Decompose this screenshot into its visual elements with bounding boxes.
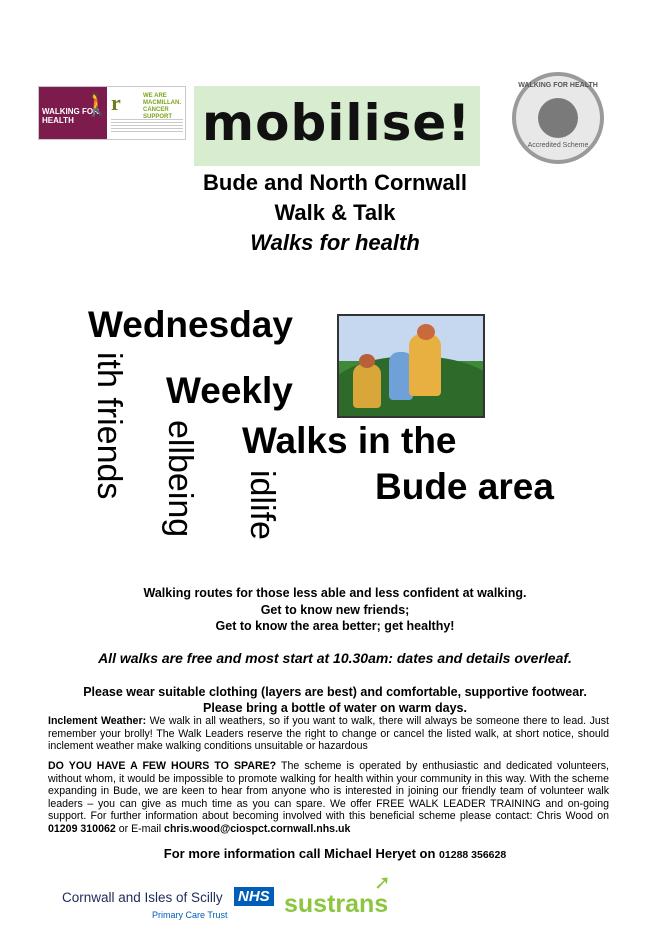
weekly-heading: Weekly xyxy=(166,370,293,411)
bude-area-heading: Bude area xyxy=(375,466,554,507)
more-info-text: For more information call Michael Heryet on xyxy=(163,846,436,861)
logo-fine-print xyxy=(111,119,183,133)
mobilise-logo-text: mobilise! xyxy=(202,94,472,152)
wfh-logo-text: WALKING FOR HEALTH xyxy=(42,107,99,125)
inclement-weather-paragraph xyxy=(48,715,609,753)
volunteer-phone: 01209 310062 xyxy=(48,822,116,835)
r-logo-icon: r xyxy=(111,90,121,115)
walker-head xyxy=(417,324,435,340)
seal-top-text: WALKING FOR HEALTH xyxy=(518,82,598,89)
walker-figure xyxy=(409,334,441,396)
more-info-phone: 01288 356628 xyxy=(439,849,507,861)
header-line-2: Walk & Talk xyxy=(274,200,396,225)
sustrans-logo: sustrans xyxy=(284,890,389,918)
walker-head xyxy=(359,354,375,368)
vertical-text-wellbeing: ellbeing xyxy=(161,420,199,538)
walker-icon: 🚶 xyxy=(83,92,111,117)
walker-figure xyxy=(353,364,381,408)
accredited-scheme-seal xyxy=(512,72,604,164)
vertical-text-midlife: idlife xyxy=(243,470,281,540)
volunteer-email-intro: or E-mail xyxy=(115,822,165,835)
volunteer-email: chris.wood@ciospct.cornwall.nhs.uk xyxy=(164,822,351,835)
free-walks-notice: All walks are free and most start at 10.30am: dates and details overleaf. xyxy=(98,650,572,666)
seal-walker-icon xyxy=(538,98,578,138)
mobilise-logo xyxy=(194,86,480,166)
intro-line-1: Walking routes for those less able and less confident at walking. xyxy=(143,586,527,600)
intro-line-3: Get to know the area better; get healthy! xyxy=(215,619,455,633)
nhs-logo: NHS xyxy=(234,887,274,906)
more-info-line xyxy=(0,846,670,861)
clothing-line-2: Please bring a bottle of water on warm days. xyxy=(203,701,467,715)
inclement-text: We walk in all weathers, so if you want to walk, there will always be someone there to lead. Just remember your brolly! The Walk Leaders reserve the right to change or cancel the listed walk, at short notice, should inclement weather make walking conditions unsuitable or hazardous xyxy=(48,715,609,753)
primary-care-trust-text: Primary Care Trust xyxy=(152,910,228,920)
walkers-illustration xyxy=(337,314,485,418)
vertical-text-friends: ith friends xyxy=(90,352,128,500)
macmillan-logo-text: WE ARE MACMILLAN. CANCER SUPPORT xyxy=(143,93,181,120)
volunteer-paragraph xyxy=(48,760,609,836)
header-line-3: Walks for health xyxy=(250,230,420,255)
walks-in-the-heading: Walks in the xyxy=(242,420,457,461)
sustrans-arrow-icon: ➚ xyxy=(374,872,391,894)
intro-line-2: Get to know new friends; xyxy=(260,603,410,617)
cornwall-pct-logo-text: Cornwall and Isles of Scilly xyxy=(62,890,223,905)
clothing-line-1: Please wear suitable clothing (layers are best) and comfortable, supportive footwear. xyxy=(83,685,587,699)
wednesday-heading: Wednesday xyxy=(88,304,293,345)
volunteer-label: DO YOU HAVE A FEW HOURS TO SPARE? xyxy=(48,760,277,772)
wfh-brand-block xyxy=(39,87,111,139)
walking-for-health-logo xyxy=(38,86,186,140)
volunteer-text: The scheme is operated by enthusiastic and dedicated volunteers, without whom, it would be impossible to promote walking for health within your community in this way. With the scheme expanding in Bude, we are keen to hear from anyone who is interested in joining our friendly team of volunteer walk leaders – you can give as much time as you can spare. We offer FREE WALK LEADER TRAINING and on-going support. For further information about becoming involved with this beneficial scheme please contact: Chris Wood on xyxy=(48,760,609,823)
inclement-label: Inclement Weather: xyxy=(48,715,147,727)
seal-bottom-text: Accredited Scheme xyxy=(527,142,589,149)
header-line-1: Bude and North Cornwall xyxy=(203,170,467,195)
